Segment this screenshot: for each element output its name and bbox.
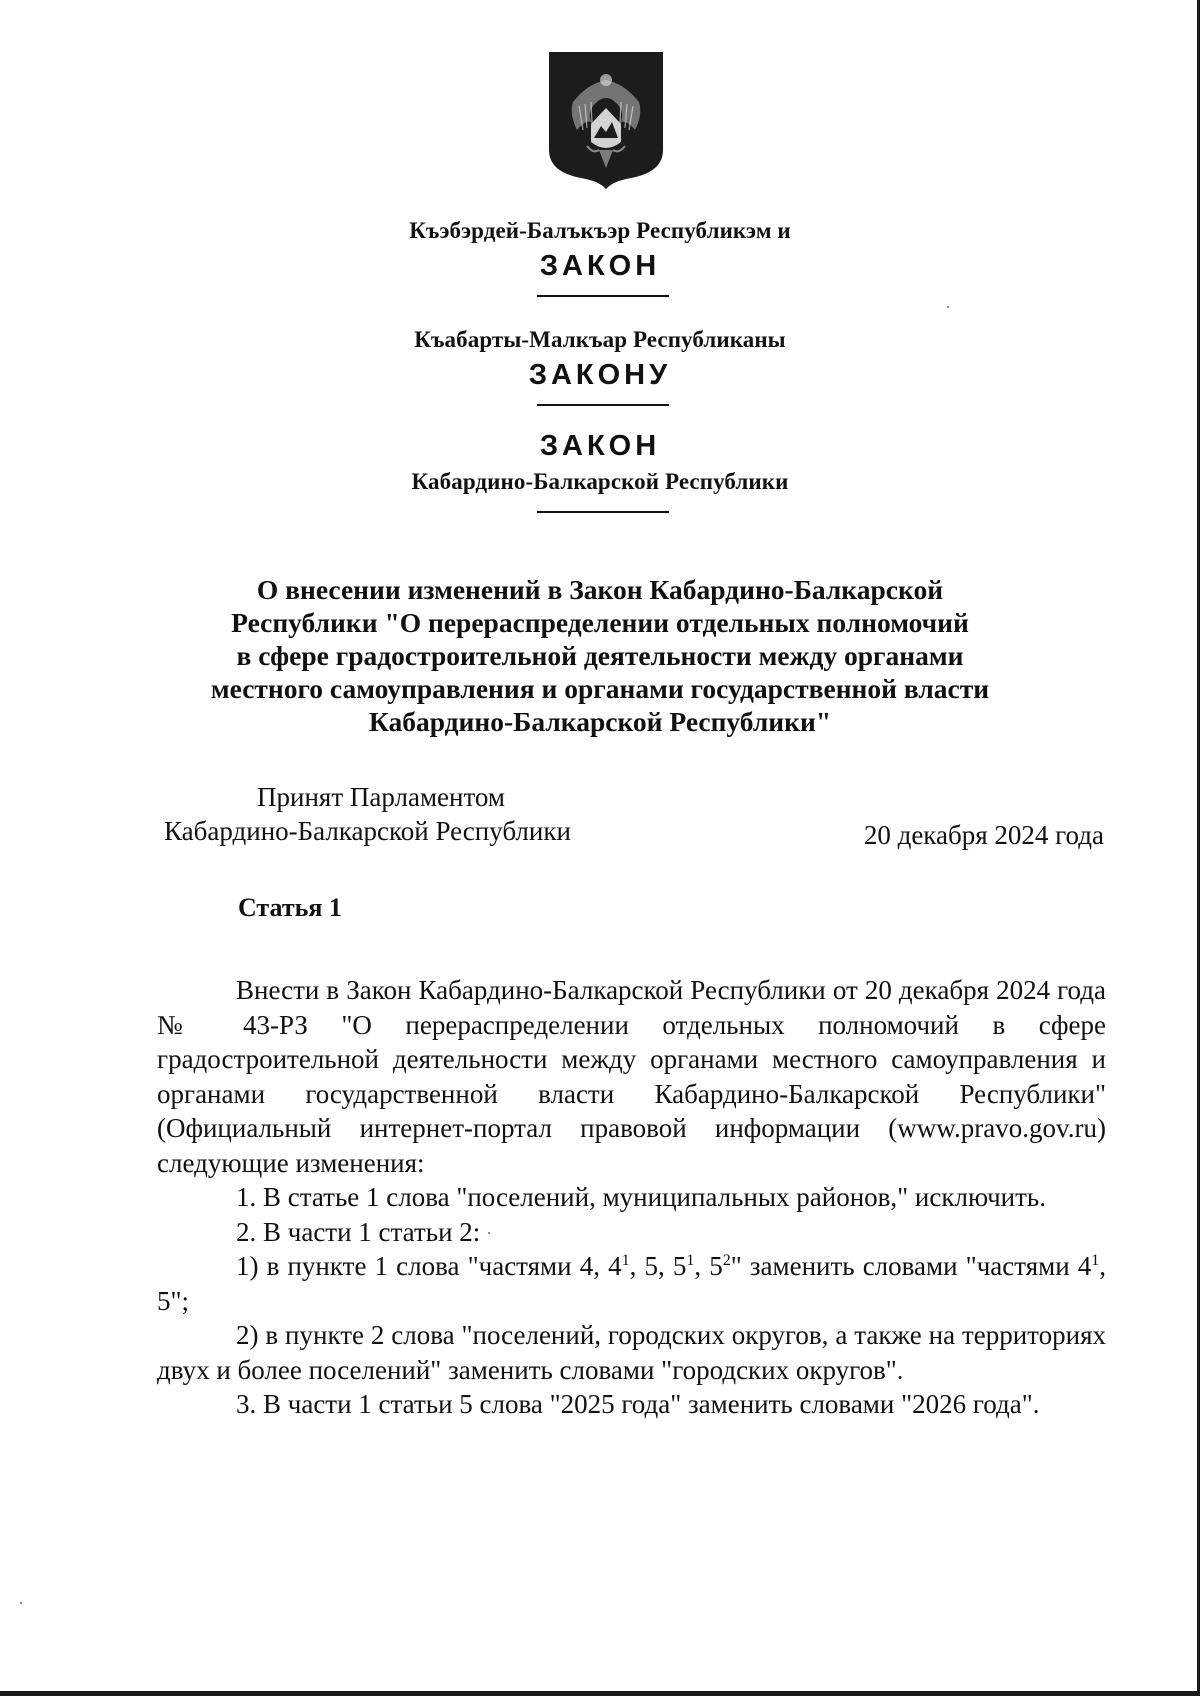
amendment-subitem-2: 2) в пункте 2 слова "поселений, городских округов, а также на территориях двух и более поселений" заменить словами "городских округов". (157, 1320, 1106, 1385)
subitem-1-text: , 5 (694, 1251, 723, 1281)
superscript: 1 (686, 1252, 695, 1269)
adopted-by-republic: Кабардино-Балкарской Республики (164, 816, 571, 846)
coat-of-arms-emblem (547, 50, 665, 190)
header-divider (537, 511, 669, 513)
article-body (157, 973, 1106, 1422)
superscript: 2 (722, 1252, 731, 1269)
balkar-law-heading: ЗАКОНУ (528, 359, 672, 391)
article-intro-paragraph: Внести в Закон Кабардино-Балкарской Республики от 20 декабря 2024 года № 43-РЗ "О перераспределении отдельных полномочий в сфере градостроительной деятельности между органами местного самоуправления и органами государственной власти Кабардино-Балкарской Республики" (Официальный интернет-портал правовой информации (www.pravo.gov.ru) следующие изменения: (157, 975, 1106, 1178)
scan-speck (20, 1602, 22, 1604)
law-title-line: Республики "О перераспределении отдельных полномочий (231, 607, 969, 638)
balkar-republic-title: Къабарты-Малкъар Республиканы (414, 327, 786, 352)
law-title (150, 573, 1050, 738)
subitem-1-text: , 5"; (157, 1251, 1107, 1316)
superscript: 1 (1091, 1252, 1100, 1269)
adopted-by-parliament: Принят Парламентом (257, 782, 505, 812)
kabardian-republic-title: Къэбэрдей-Балъкъэр Республикэм и (409, 218, 791, 243)
law-title-line: местного самоуправления и органами государственной власти (210, 673, 990, 704)
header-divider (537, 295, 669, 297)
amendment-item-3: 3. В части 1 статьи 5 слова "2025 года" заменить словами "2026 года". (236, 1389, 1040, 1419)
amendment-item-1: 1. В статье 1 слова "поселений, муниципальных районов," исключить. (236, 1182, 1046, 1212)
scan-edge-bottom (0, 1691, 1200, 1696)
russian-law-heading: ЗАКОН (539, 430, 661, 462)
header-divider (537, 404, 669, 406)
article-heading: Статья 1 (238, 893, 342, 922)
law-title-line: Кабардино-Балкарской Республики" (368, 706, 832, 737)
subitem-1-text: , 5, 5 (629, 1251, 687, 1281)
adoption-block (164, 780, 571, 848)
law-title-line: в сфере градостроительной деятельности между органами (236, 640, 964, 671)
scan-speck (947, 306, 949, 308)
kabardian-law-heading: ЗАКОН (539, 250, 661, 282)
law-title-line: О внесении изменений в Закон Кабардино-Балкарской (256, 574, 944, 605)
amendment-subitem-1 (157, 1249, 1106, 1318)
superscript: 1 (621, 1252, 630, 1269)
subitem-1-text: " заменить словами "частями 4 (730, 1251, 1092, 1281)
russian-republic-title: Кабардино-Балкарской Республики (411, 469, 789, 494)
subitem-1-text: 1) в пункте 1 слова "частями 4, 4 (236, 1251, 622, 1281)
amendment-item-2: 2. В части 1 статьи 2: (236, 1216, 481, 1247)
adoption-date: 20 декабря 2024 года (863, 820, 1104, 850)
